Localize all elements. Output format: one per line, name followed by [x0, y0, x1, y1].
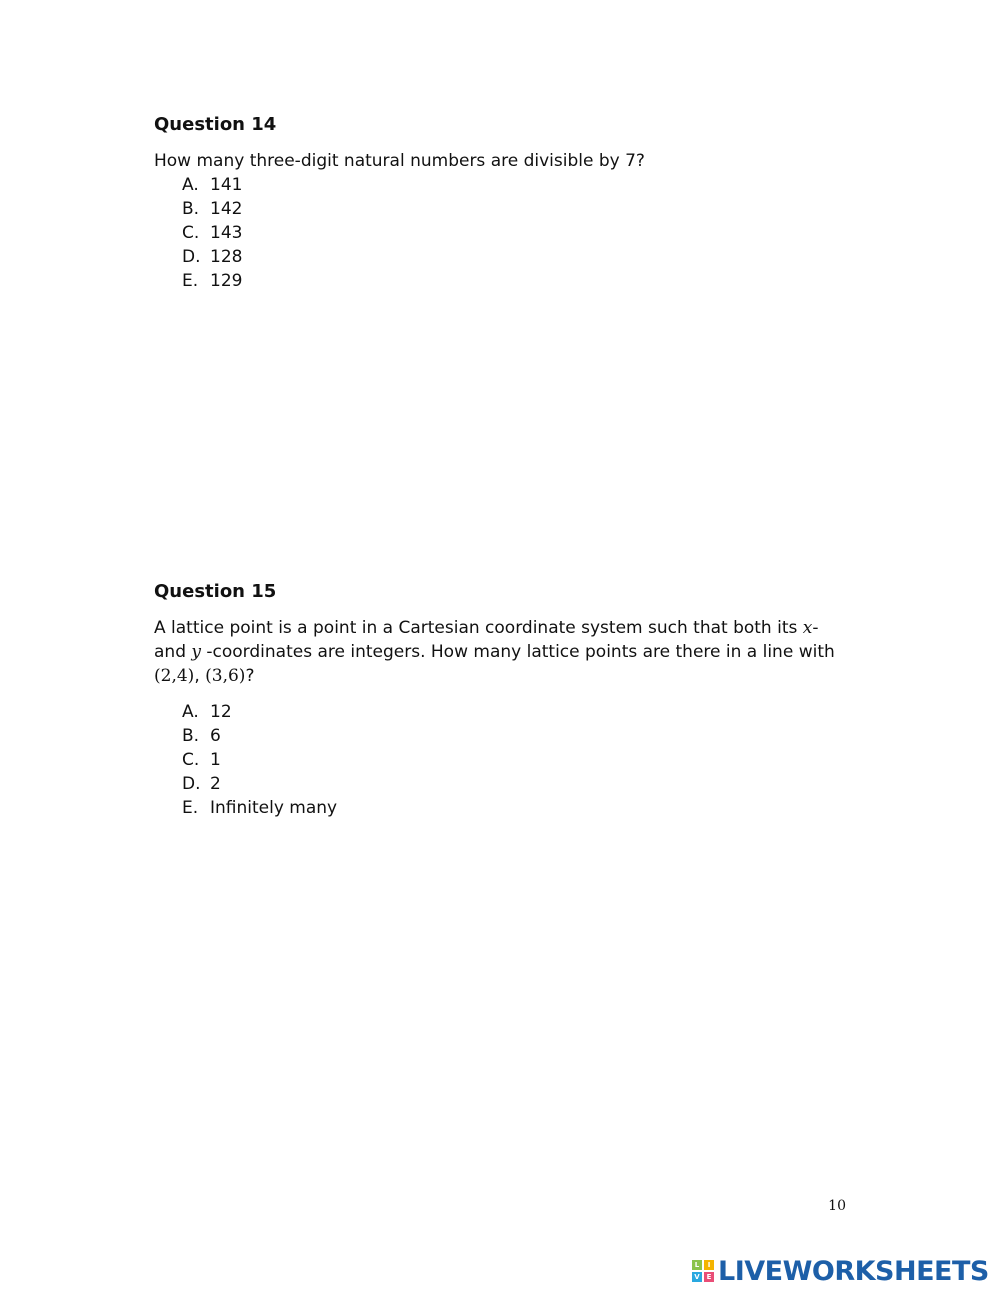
option-a[interactable]	[182, 700, 854, 724]
logo-cell-i: I	[704, 1260, 714, 1270]
option-letter: E.	[182, 798, 199, 818]
question-15-text-part: A lattice point is a point in a Cartesian coordinate system such that both its	[154, 618, 803, 638]
option-value: Infinitely many	[210, 798, 338, 818]
option-letter: E.	[182, 271, 199, 291]
option-value: 129	[210, 271, 243, 291]
option-b[interactable]	[182, 724, 854, 748]
question-15-text-part: - and	[154, 618, 819, 662]
option-value: 143	[210, 223, 243, 243]
option-letter: C.	[182, 223, 200, 243]
option-letter: A.	[182, 702, 199, 722]
variable-x: x	[802, 618, 813, 638]
question-14-options	[154, 173, 854, 293]
option-d[interactable]	[182, 772, 854, 796]
option-value: 142	[210, 199, 243, 219]
option-value: 1	[210, 750, 221, 770]
option-letter: D.	[182, 247, 201, 267]
question-15-text-part: ,	[194, 666, 206, 686]
question-14-title: Question 14	[154, 114, 277, 135]
question-14	[154, 114, 854, 293]
option-letter: D.	[182, 774, 201, 794]
option-c[interactable]	[182, 221, 854, 245]
option-e[interactable]	[182, 269, 854, 293]
liveworksheets-logo-icon	[692, 1260, 714, 1282]
variable-y: y	[191, 642, 201, 662]
logo-cell-v: V	[692, 1272, 702, 1282]
option-d[interactable]	[182, 245, 854, 269]
option-value: 128	[210, 247, 243, 267]
brand-name: LIVEWORKSHEETS	[718, 1255, 989, 1287]
logo-cell-l: L	[692, 1260, 702, 1270]
option-c[interactable]	[182, 748, 854, 772]
option-letter: A.	[182, 175, 199, 195]
logo-cell-e: E	[704, 1272, 714, 1282]
option-value: 6	[210, 726, 221, 746]
option-value: 2	[210, 774, 221, 794]
question-15-text-part: -coordinates are integers. How many lattice points are there in a line with	[201, 642, 835, 662]
page-number: 10	[828, 1198, 846, 1214]
option-value: 12	[210, 702, 232, 722]
question-15-text-part: ?	[245, 666, 255, 686]
option-value: 141	[210, 175, 243, 195]
liveworksheets-brand[interactable]	[692, 1253, 989, 1289]
question-15-text	[154, 616, 854, 688]
option-a[interactable]	[182, 173, 854, 197]
option-e[interactable]	[182, 796, 854, 820]
question-15	[154, 581, 854, 820]
point-2: (3,6)	[205, 666, 246, 686]
point-1: (2,4)	[154, 666, 195, 686]
option-letter: B.	[182, 199, 200, 219]
option-letter: B.	[182, 726, 200, 746]
option-b[interactable]	[182, 197, 854, 221]
question-15-options	[154, 700, 854, 820]
question-15-title: Question 15	[154, 581, 277, 602]
question-14-text: How many three-digit natural numbers are divisible by 7?	[154, 151, 645, 171]
option-letter: C.	[182, 750, 200, 770]
